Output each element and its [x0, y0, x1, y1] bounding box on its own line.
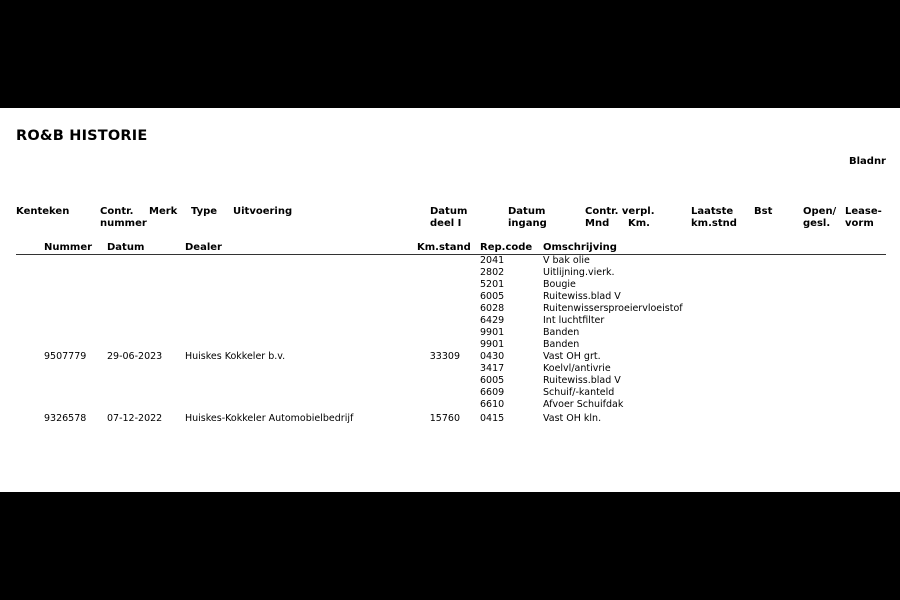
header-contr-verpl-mnd: Mnd [585, 218, 610, 229]
header-dealer: Dealer [185, 242, 222, 253]
header-contr-verpl: Contr. verpl. [585, 206, 655, 217]
omschrijving: Uitlijning.vierk. [543, 267, 615, 278]
header-divider [16, 254, 886, 255]
omschrijving: Ruitewiss.blad V [543, 291, 621, 302]
omschrijving: Bougie [543, 279, 576, 290]
header-datum: Datum [107, 242, 145, 253]
rep-code: 6028 [480, 303, 505, 314]
header-open-gesl [803, 206, 836, 230]
header-datum-deel-line1: Datum [430, 206, 468, 217]
record-datum: 07-12-2022 [107, 413, 163, 424]
header-bst: Bst [754, 206, 773, 217]
header-repcode: Rep.code [480, 242, 533, 253]
header-datum-ingang [508, 206, 547, 230]
header-laatste-kmstnd [691, 206, 737, 230]
header-contr-nummer [100, 206, 147, 230]
omschrijving: Ruitewiss.blad V [543, 375, 621, 386]
rep-code: 9901 [480, 339, 505, 350]
header-leasevorm [845, 206, 882, 230]
rep-code: 2041 [480, 255, 505, 266]
header-merk: Merk [149, 206, 178, 217]
rep-code: 6609 [480, 387, 505, 398]
rep-code: 0430 [480, 351, 505, 362]
rep-code: 6005 [480, 291, 505, 302]
rep-code: 6610 [480, 399, 505, 410]
record-nummer: 9507779 [44, 351, 87, 362]
omschrijving: Afvoer Schuifdak [543, 399, 624, 410]
header-nummer: Nummer [44, 242, 93, 253]
record-dealer: Huiskes Kokkeler b.v. [185, 351, 286, 362]
header-kenteken: Kenteken [16, 206, 70, 217]
rep-code: 5201 [480, 279, 505, 290]
omschrijving: Ruitenwissersproeiervloeistof [543, 303, 683, 314]
header-contr-verpl-km: Km. [628, 218, 650, 229]
omschrijving: Banden [543, 327, 580, 338]
orphan-line-desc: V bak olie [543, 255, 590, 266]
header-lease-line1: Lease- [845, 206, 882, 217]
rep-code: 0415 [480, 413, 505, 424]
rep-code: 9901 [480, 327, 505, 338]
record-kmstand: 33309 [429, 351, 460, 362]
bladnr-label: Bladnr [848, 156, 886, 167]
record-dealer: Huiskes-Kokkeler Automobielbedrijf [185, 413, 354, 424]
header-datum-deel [430, 206, 467, 230]
rep-code: 6005 [480, 375, 505, 386]
orphan-line [480, 255, 504, 267]
header-open-line2: gesl. [803, 218, 831, 229]
omschrijving: Vast OH grt. [543, 351, 601, 362]
report-sheet [0, 108, 900, 492]
header-open-line1: Open/ [803, 206, 837, 217]
header-datum-ingang-line1: Datum [508, 206, 546, 217]
omschrijving: Int luchtfilter [543, 315, 605, 326]
header-laatste-line1: Laatste [691, 206, 734, 217]
header-contr-nummer-line1: Contr. [100, 206, 134, 217]
header-type: Type [191, 206, 218, 217]
header-datum-ingang-line2: ingang [508, 218, 547, 229]
rep-code: 6429 [480, 315, 505, 326]
header-laatste-line2: km.stnd [691, 218, 737, 229]
omschrijving: Schuif/-kanteld [543, 387, 615, 398]
rep-code: 3417 [480, 363, 505, 374]
header-kmstand: Km.stand [417, 242, 471, 253]
header-contr-nummer-line2: nummer [100, 218, 147, 229]
record-kmstand: 15760 [429, 413, 460, 424]
record-nummer: 9326578 [44, 413, 87, 424]
header-datum-deel-line2: deel I [430, 218, 462, 229]
header-lease-line2: vorm [845, 218, 874, 229]
omschrijving: Vast OH kln. [543, 413, 602, 424]
header-uitvoering: Uitvoering [233, 206, 293, 217]
omschrijving: Banden [543, 339, 580, 350]
header-omschrijving: Omschrijving [543, 242, 617, 253]
omschrijving: Koelvl/antivrie [543, 363, 611, 374]
record-datum: 29-06-2023 [107, 351, 163, 362]
report-title: RO&B HISTORIE [16, 128, 148, 144]
rep-code: 2802 [480, 267, 505, 278]
